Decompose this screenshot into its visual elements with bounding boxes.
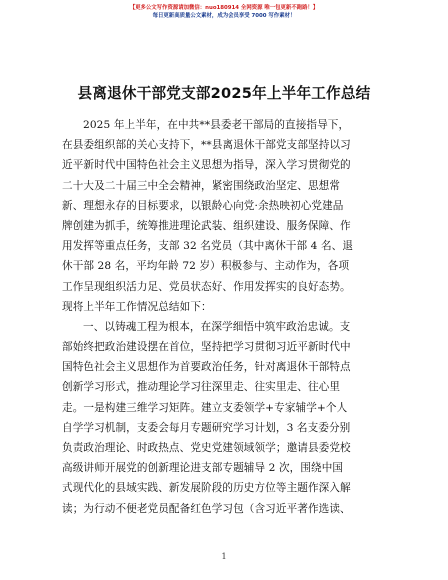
paragraph-line: 走。一是构建三维学习矩阵。建立支委领学+专家辅学+个人 (62, 401, 348, 414)
page-number: 1 (221, 552, 227, 561)
promo-banner-line-1: 【更多公文写作资源请加微信：nuo180914 全网资源 唯一包更新不跑路！】 (129, 5, 319, 11)
paragraph-line: 部始终把政治建设摆在首位，坚持把学习贯彻习近平新时代中 (62, 341, 351, 354)
document-body (62, 115, 390, 519)
paragraph-line: 现将上半年工作情况总结如下： (62, 300, 212, 313)
promo-banner (0, 4, 448, 20)
paragraph-line: 国特色社会主义思想作为首要政治任务，针对离退休干部特点 (62, 361, 351, 374)
paragraph-line: 2025 年上半年，在中共**县委老干部局的直接指导下， (83, 119, 350, 131)
document-title: 县离退休干部党支部2025年上半年工作总结 (77, 85, 371, 102)
paragraph-line: 休干部 28 名，平均年龄 72 岁）积极参与、主动作为，各项 (62, 260, 350, 273)
paragraph-line: 在县委组织部的关心支持下，**县离退休干部党支部坚持以习 (62, 139, 351, 152)
promo-banner-line-2: 每日更新高质量公文素材，成为会员享受 7000 写作素材！ (152, 13, 296, 19)
paragraph-line: 负责政治理论、时政热点、党史党建领域领学；邀请县委党校 (62, 442, 351, 454)
paragraph-line: 新、理想永存的目标要求，以银龄心向党·余热映初心党建品 (62, 199, 344, 212)
paragraph-line: 读；为行动不便老党员配备红色学习包（含习近平著作选读、 (62, 502, 351, 515)
paragraph-line: 高级讲师开展党的创新理论进支部专题辅导 2 次，围绕中国 (62, 462, 344, 475)
paragraph-line: 一、以铸魂工程为根本，在深学细悟中筑牢政治忠诚。支 (83, 320, 351, 333)
paragraph-line: 牌创建为抓手，统筹推进理论武装、组织建设、服务保障、作 (62, 219, 351, 232)
paragraph-line: 用发挥等重点任务，支部 32 名党员（其中离休干部 4 名、退 (62, 240, 354, 253)
paragraph-line: 近平新时代中国特色社会主义思想为指导，深入学习贯彻党的 (62, 159, 351, 172)
paragraph-line: 工作呈现组织活力足、党员状态好、作用发挥实的良好态势。 (62, 280, 351, 293)
paragraph-line: 创新学习形式，推动理论学习往深里走、往实里走、往心里 (62, 381, 341, 394)
paragraph-line: 式现代化的县域实践、新发展阶段的历史方位等主题作深入解 (62, 482, 351, 495)
paragraph-line: 二十大及二十届三中全会精神，紧密围绕政治坚定、思想常 (62, 179, 341, 192)
paragraph-line: 自学学习机制，支委会每月专题研究学习计划，3 名支委分别 (62, 421, 351, 434)
